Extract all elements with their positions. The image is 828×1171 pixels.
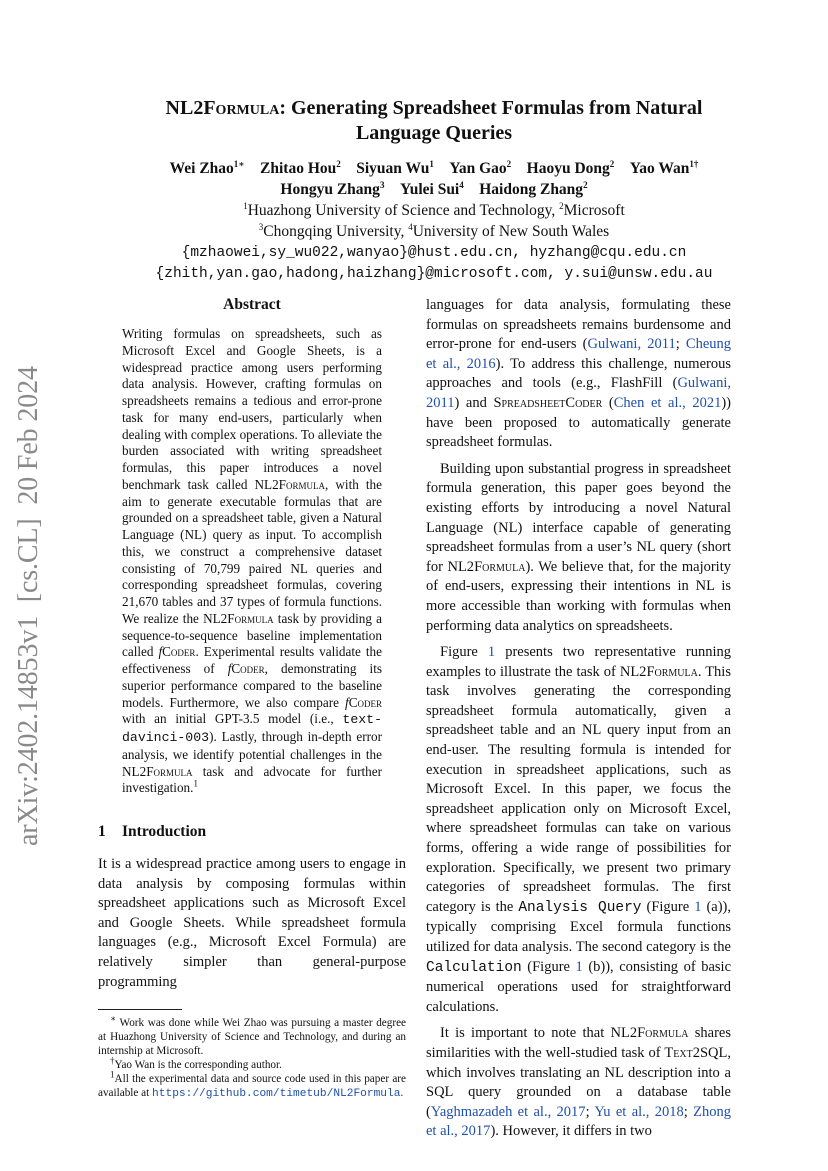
section-number: 1 xyxy=(98,823,106,840)
small-caps-text: Formula xyxy=(146,763,193,779)
affiliation-name: University of New South Wales xyxy=(412,223,610,240)
title-name-first: NL2 xyxy=(165,97,204,119)
paper-header xyxy=(100,96,768,285)
small-caps-text: Formula xyxy=(278,476,326,492)
author-name: Wei Zhao xyxy=(169,160,234,177)
small-caps-text: Coder xyxy=(162,644,196,660)
citation-link[interactable]: Yaghmazadeh et al., 2017 xyxy=(430,1103,586,1120)
author-line-2 xyxy=(100,179,768,200)
author-name: Hongyu Zhang xyxy=(280,181,380,198)
title-name-smallcaps: Formula xyxy=(203,97,280,119)
section-heading-introduction xyxy=(98,823,406,841)
author-affiliation-mark: 1† xyxy=(689,158,699,169)
author-affiliation-mark: 3 xyxy=(379,179,385,190)
arxiv-identifier: arXiv:2402.14853v1 [cs.CL] 20 Feb 2024 xyxy=(13,366,44,846)
author-emails xyxy=(100,243,768,285)
author-name: Zhitao Hou xyxy=(260,160,337,177)
body-paragraph: It is important to note that NL2Formula shares similarities with the well-studied task of Text2SQL, which involves translating an NL description into a SQL query grounded on a database table (Yaghmazadeh et al., 2017; Yu et al., 2018; Zhong et al., 2017). However, it differs in two xyxy=(426,1025,732,1140)
small-caps-text: Formula xyxy=(227,610,274,626)
author-name: Haoyu Dong xyxy=(526,160,610,177)
citation-link[interactable]: Chen et al., 2021 xyxy=(613,394,722,411)
affiliation-mark: 2 xyxy=(559,200,564,211)
abstract-text: Writing formulas on spreadsheets, such as Microsoft Excel and Google Sheets, is a widespread practice among users performing data analysis. However, crafting formulas on spreadsheets remains a tedious and error-prone task for many end-users, particularly when dealing with complex operations. To alleviate the burden associated with writing spreadsheet formulas, this paper introduces a novel benchmark task called NL2Formula, with the aim to generate executable formulas that are grounded on a spreadsheet table, given a Natural Language (NL) query as input. To accomplish this, we construct a comprehensive dataset consisting of 70,799 paired NL queries and corresponding spreadsheet formulas, covering 21,670 tables and 37 types of formula functions. We realize the NL2Formula task by providing a sequence-to-sequence baseline implementation called fCoder. Experimental results validate the effectiveness of fCoder, demonstrating its superior performance compared to the baseline models. Furthermore, we also compare fCoder with an initial GPT-3.5 model (i.e., text-davinci-003). Lastly, through in-depth error analysis, we identify potential challenges in the NL2Formula task and advocate for further investigation.$^1$ xyxy=(122,326,382,796)
code-text: text-davinci-003 xyxy=(122,712,382,745)
citation-link[interactable]: Gulwani, 2011 xyxy=(426,375,731,411)
author-name: Yao Wan xyxy=(629,160,690,177)
citation-link[interactable]: Zhong et al., 2017 xyxy=(426,1103,732,1140)
footnote-text: Work was done while Wei Zhao was pursuing a master degree at Huazhong University of Science and Technology, and during an internship at Microsoft. xyxy=(98,1017,406,1058)
author-affiliation-mark: 2 xyxy=(609,158,615,169)
author-affiliation-mark: 4 xyxy=(459,179,464,190)
citation-link[interactable]: Cheung et al., 2016 xyxy=(426,336,732,372)
affiliation-mark: 3 xyxy=(258,221,264,232)
small-caps-text: SpreadsheetCoder xyxy=(493,394,603,411)
small-caps-text: Text2SQL xyxy=(664,1044,728,1061)
affiliation-name: Chongqing University, xyxy=(263,223,409,240)
right-column xyxy=(426,296,731,1142)
author-line-1 xyxy=(100,158,768,179)
email-line: {zhith,yan.gao,hadong,haizhang}@microsoft.com, y.sui@unsw.edu.au xyxy=(155,266,713,282)
footnotes xyxy=(98,1013,406,1101)
footnote-divider xyxy=(98,1009,182,1010)
author-affiliation-mark: 1 xyxy=(429,158,434,169)
affiliation-name: Huazhong University of Science and Technology, xyxy=(247,202,560,219)
code-text: Calculation xyxy=(426,959,522,976)
citation-link[interactable]: Yu et al., 2018 xyxy=(594,1103,684,1120)
author-name: Siyuan Wu xyxy=(356,160,430,177)
footnote-text: All the experimental data and source code used in this paper are available at xyxy=(98,1073,406,1100)
footnote-mark: † xyxy=(110,1055,115,1066)
author-affiliation-mark: 1∗ xyxy=(233,158,245,169)
abstract-heading: Abstract xyxy=(223,296,281,313)
code-text: Analysis Query xyxy=(518,899,642,916)
body-paragraph: languages for data analysis, formulating these formulas on spreadsheets remains burdensome and error-prone for end-users (Gulwani, 2011; Cheung et al., 2016). To address this challenge, numerous approaches and tools (e.g., FlashFill (Gulwani, 2011) and SpreadsheetCoder (Chen et al., 2021)) have been proposed to automatically generate spreadsheet formulas. xyxy=(426,297,732,451)
affiliation-mark: 4 xyxy=(408,221,413,232)
title-rest: : Generating Spreadsheet Formulas from Natural xyxy=(279,97,703,119)
affiliation-name: Microsoft xyxy=(563,202,625,219)
italic-text: f xyxy=(158,644,163,660)
body-paragraph: Building upon substantial progress in spreadsheet formula generation, this paper goes beyond the existing efforts by introducing a novel Natural Language (NL) interface capable of generating spreadsheet formulas from a user’s NL query (short for NL2Formula). We believe that, for the majority of end-users, expressing their intentions in NL is more accessible than working with formulas when performing data analytics on spreadsheets. xyxy=(426,460,731,634)
email-line: {mzhaowei,sy_wu022,wanyao}@hust.edu.cn, hyzhang@cqu.edu.cn xyxy=(181,245,687,261)
citation-link[interactable]: 1 xyxy=(575,958,583,975)
footnote-mark: 1 xyxy=(110,1069,115,1080)
small-caps-text: Coder xyxy=(231,661,265,676)
citation-link[interactable]: Gulwani, 2011 xyxy=(587,336,676,353)
intro-paragraph: It is a widespread practice among users to engage in data analysis by composing formulas within spreadsheet applications such as Microsoft Excel and Google Sheets. While spreadsheet formula languages (e.g., Microsoft Excel Formula) are relatively simpler than general-purpose programming xyxy=(98,856,406,990)
affiliations xyxy=(100,200,768,242)
abstract-body xyxy=(122,326,382,797)
footnote xyxy=(98,1013,406,1058)
italic-text: f xyxy=(227,661,232,676)
small-caps-text: Coder xyxy=(348,694,382,710)
author-list xyxy=(100,158,768,200)
affiliation-mark: 1 xyxy=(243,200,248,211)
author-name: Yulei Sui xyxy=(399,181,460,198)
paper-title xyxy=(100,96,768,146)
footnote-marker: 1 xyxy=(193,778,198,789)
affiliation-line-1 xyxy=(100,200,768,221)
small-caps-text: Formula xyxy=(637,1025,689,1042)
small-caps-text: Formula xyxy=(474,558,526,575)
section-title: Introduction xyxy=(122,823,207,840)
author-affiliation-mark: 2 xyxy=(583,179,588,190)
footnote-mark: ∗ xyxy=(110,1013,117,1024)
body-paragraph: Figure 1 presents two representative running examples to illustrate the task of NL2Formula. This task involves generating the corresponding spreadsheet formula automatically, given a spreadsheet table and an NL query input from an end-user. The resulting formula is intended for execution in spreadsheet applications, such as Microsoft Excel. In this paper, we focus the spreadsheet application only on Microsoft Excel, where spreadsheet formulas can take on various forms, offering a wide range of possibilities for exploration. Specifically, we present two primary categories of spreadsheet formulas. The first category is the Analysis Query (Figure 1 (a)), typically comprising Excel formula functions utilized for data analysis. The second category is the Calculation (Figure 1 (b)), consisting of basic numerical operations used for straightforward calculations. xyxy=(426,644,732,1015)
affiliation-line-2 xyxy=(100,221,768,242)
author-affiliation-mark: 2 xyxy=(506,158,512,169)
left-column xyxy=(98,296,406,1101)
footnote-text: Yao Wan is the corresponding author. xyxy=(114,1059,282,1072)
author-affiliation-mark: 2 xyxy=(336,158,341,169)
footnote xyxy=(98,1055,406,1072)
author-name: Haidong Zhang xyxy=(479,181,584,198)
italic-text: f xyxy=(345,694,349,710)
footnote xyxy=(98,1069,406,1101)
citation-link[interactable]: 1 xyxy=(487,644,496,661)
citation-link[interactable]: 1 xyxy=(694,898,702,915)
author-name: Yan Gao xyxy=(449,160,507,177)
arxiv-side-stamp xyxy=(6,0,50,1171)
footnote-end: . xyxy=(400,1087,404,1100)
footnote-url[interactable]: https://github.com/timetub/NL2Formula xyxy=(152,1088,401,1101)
small-caps-text: Formula xyxy=(646,663,698,680)
title-line2: Language Queries xyxy=(355,122,513,144)
